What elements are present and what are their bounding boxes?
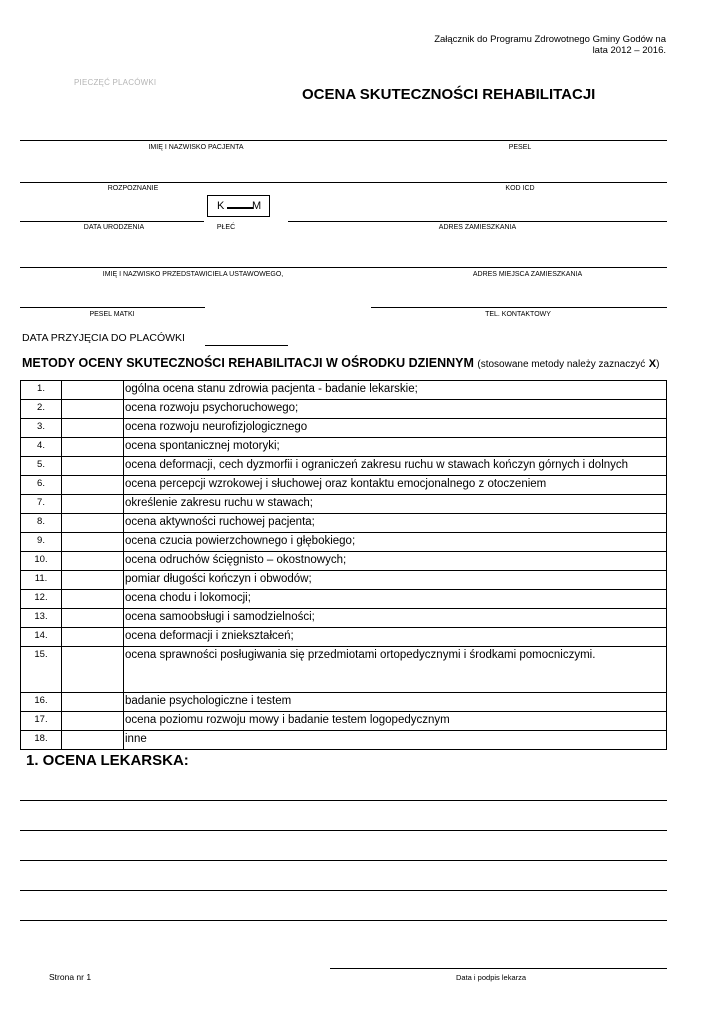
method-description: ocena rozwoju psychoruchowego; bbox=[124, 400, 667, 419]
address-label: ADRES ZAMIESZKANIA bbox=[438, 224, 517, 231]
method-number: 12. bbox=[21, 590, 62, 609]
method-number: 14. bbox=[21, 628, 62, 647]
method-number: 15. bbox=[21, 647, 62, 693]
patient-name-pesel-line[interactable] bbox=[20, 140, 667, 141]
signature-line[interactable] bbox=[330, 968, 667, 969]
method-number: 3. bbox=[21, 419, 62, 438]
method-row bbox=[21, 514, 667, 533]
mother-pesel-line[interactable] bbox=[20, 307, 205, 308]
method-row bbox=[21, 647, 667, 693]
representative-residence-line[interactable] bbox=[20, 267, 667, 268]
assessment-line-4[interactable] bbox=[20, 890, 667, 891]
method-description: ocena rozwoju neurofizjologicznego bbox=[124, 419, 667, 438]
admission-date-label: DATA PRZYJĘCIA DO PLACÓWKI bbox=[22, 332, 185, 344]
diagnosis-label: ROZPOZNANIE bbox=[107, 185, 159, 192]
method-mark-cell[interactable] bbox=[62, 476, 124, 495]
annex-line-1: Załącznik do Programu Zdrowotnego Gminy Godów na bbox=[434, 34, 666, 45]
methods-note: (stosowane metody należy zaznaczyć bbox=[477, 359, 646, 370]
method-description: ocena percepcji wzrokowej i słuchowej oraz kontaktu emocjonalnego z otoczeniem bbox=[124, 476, 667, 495]
admission-date-line[interactable] bbox=[205, 345, 288, 346]
method-description: ocena spontanicznej motoryki; bbox=[124, 438, 667, 457]
methods-table bbox=[20, 380, 667, 750]
method-mark-cell[interactable] bbox=[62, 609, 124, 628]
method-mark-cell[interactable] bbox=[62, 514, 124, 533]
method-number: 2. bbox=[21, 400, 62, 419]
method-mark-cell[interactable] bbox=[62, 495, 124, 514]
icd-code-label: KOD ICD bbox=[505, 185, 535, 192]
method-number: 1. bbox=[21, 381, 62, 400]
medical-assessment-heading: 1. OCENA LEKARSKA: bbox=[26, 752, 189, 769]
method-description: ocena deformacji i zniekształceń; bbox=[124, 628, 667, 647]
method-mark-cell[interactable] bbox=[62, 647, 124, 693]
method-row bbox=[21, 628, 667, 647]
method-description: ocena sprawności posługiwania się przedmiotami ortopedycznymi i środkami pomocniczymi. bbox=[124, 647, 667, 693]
annex-line-2: lata 2012 – 2016. bbox=[592, 45, 666, 56]
method-mark-cell[interactable] bbox=[62, 590, 124, 609]
method-row bbox=[21, 533, 667, 552]
method-number: 7. bbox=[21, 495, 62, 514]
method-description: ocena poziomu rozwoju mowy i badanie testem logopedycznym bbox=[124, 712, 667, 731]
method-description: badanie psychologiczne i testem bbox=[124, 693, 667, 712]
methods-mark: X bbox=[648, 358, 657, 370]
method-row bbox=[21, 731, 667, 750]
birth-date-line[interactable] bbox=[20, 221, 204, 222]
method-number: 18. bbox=[21, 731, 62, 750]
method-row bbox=[21, 400, 667, 419]
method-number: 4. bbox=[21, 438, 62, 457]
residence-label: ADRES MIEJSCA ZAMIESZKANIA bbox=[472, 271, 583, 278]
method-row bbox=[21, 590, 667, 609]
method-number: 6. bbox=[21, 476, 62, 495]
method-number: 11. bbox=[21, 571, 62, 590]
method-description: pomiar długości kończyn i obwodów; bbox=[124, 571, 667, 590]
method-mark-cell[interactable] bbox=[62, 571, 124, 590]
facility-stamp-label: PIECZĘĆ PLACÓWKI bbox=[74, 78, 157, 87]
method-mark-cell[interactable] bbox=[62, 457, 124, 476]
pesel-label: PESEL bbox=[508, 144, 532, 151]
method-description: ocena czucia powierzchownego i głębokiego; bbox=[124, 533, 667, 552]
method-number: 9. bbox=[21, 533, 62, 552]
method-description: ogólna ocena stanu zdrowia pacjenta - badanie lekarskie; bbox=[124, 381, 667, 400]
method-description: ocena aktywności ruchowej pacjenta; bbox=[124, 514, 667, 533]
methods-note-close: ) bbox=[656, 359, 660, 370]
patient-name-label: IMIĘ I NAZWISKO PACJENTA bbox=[148, 144, 244, 151]
method-row bbox=[21, 438, 667, 457]
method-description: ocena deformacji, cech dyzmorfii i ograniczeń zakresu ruchu w stawach kończyn górnych i dolnych bbox=[124, 457, 667, 476]
method-number: 16. bbox=[21, 693, 62, 712]
sex-selector[interactable] bbox=[207, 195, 270, 217]
annex-note bbox=[406, 34, 666, 56]
methods-title: METODY OCENY SKUTECZNOŚCI REHABILITACJI W OŚRODKU DZIENNYM bbox=[22, 356, 474, 370]
method-mark-cell[interactable] bbox=[62, 731, 124, 750]
method-number: 13. bbox=[21, 609, 62, 628]
method-row bbox=[21, 495, 667, 514]
method-row bbox=[21, 457, 667, 476]
methods-heading bbox=[22, 356, 659, 370]
method-mark-cell[interactable] bbox=[62, 693, 124, 712]
address-line[interactable] bbox=[288, 221, 667, 222]
method-row bbox=[21, 381, 667, 400]
assessment-line-2[interactable] bbox=[20, 830, 667, 831]
method-row bbox=[21, 609, 667, 628]
sex-divider bbox=[227, 207, 253, 209]
method-mark-cell[interactable] bbox=[62, 381, 124, 400]
method-row bbox=[21, 552, 667, 571]
signature-label: Data i podpis lekarza bbox=[456, 973, 527, 982]
method-row bbox=[21, 419, 667, 438]
method-description: ocena chodu i lokomocji; bbox=[124, 590, 667, 609]
representative-label: IMIĘ I NAZWISKO PRZEDSTAWICIELA USTAWOWEGO, bbox=[102, 271, 284, 278]
method-mark-cell[interactable] bbox=[62, 400, 124, 419]
method-mark-cell[interactable] bbox=[62, 419, 124, 438]
method-number: 8. bbox=[21, 514, 62, 533]
method-description: ocena samoobsługi i samodzielności; bbox=[124, 609, 667, 628]
method-mark-cell[interactable] bbox=[62, 552, 124, 571]
method-description: inne bbox=[124, 731, 667, 750]
assessment-line-5[interactable] bbox=[20, 920, 667, 921]
method-mark-cell[interactable] bbox=[62, 533, 124, 552]
sex-option-m[interactable]: M bbox=[252, 200, 262, 212]
method-mark-cell[interactable] bbox=[62, 712, 124, 731]
page-number: Strona nr 1 bbox=[49, 972, 92, 982]
sex-option-k[interactable]: K bbox=[217, 200, 225, 212]
sex-label: PŁEĆ bbox=[216, 224, 236, 231]
method-row bbox=[21, 712, 667, 731]
document-title: OCENA SKUTECZNOŚCI REHABILITACJI bbox=[302, 86, 596, 103]
phone-label: TEL. KONTAKTOWY bbox=[485, 311, 551, 318]
method-number: 17. bbox=[21, 712, 62, 731]
birth-date-label: DATA URODZENIA bbox=[83, 224, 145, 231]
method-description: ocena odruchów ścięgnisto – okostnowych; bbox=[124, 552, 667, 571]
method-description: określenie zakresu ruchu w stawach; bbox=[124, 495, 667, 514]
assessment-line-1[interactable] bbox=[20, 800, 667, 801]
method-number: 10. bbox=[21, 552, 62, 571]
mother-pesel-label: PESEL MATKI bbox=[89, 311, 135, 318]
method-row bbox=[21, 693, 667, 712]
method-number: 5. bbox=[21, 457, 62, 476]
assessment-line-3[interactable] bbox=[20, 860, 667, 861]
method-row bbox=[21, 476, 667, 495]
method-mark-cell[interactable] bbox=[62, 628, 124, 647]
method-row bbox=[21, 571, 667, 590]
method-mark-cell[interactable] bbox=[62, 438, 124, 457]
phone-line[interactable] bbox=[371, 307, 667, 308]
diagnosis-icd-line[interactable] bbox=[20, 182, 667, 183]
